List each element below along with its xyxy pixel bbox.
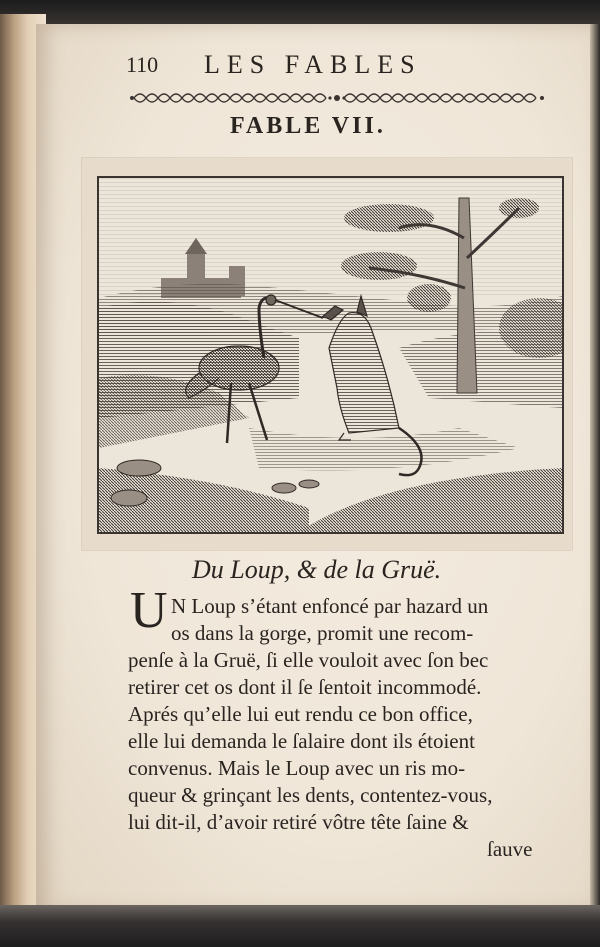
body-text-line: queur & grinçant les dents, contentez-vous, <box>128 783 493 807</box>
page-header <box>120 50 490 84</box>
body-text-line: penſe à la Gruë, ſi elle vouloit avec ſon bec <box>128 648 489 672</box>
decorative-ornament <box>130 87 544 109</box>
wolf-and-crane-engraving <box>99 178 562 532</box>
body-text-line: convenus. Mais le Loup avec un ris mo- <box>128 756 466 780</box>
page-right-edge <box>590 24 600 912</box>
body-text-line: Aprés qu’elle lui eut rendu ce bon office, <box>128 702 473 726</box>
body-text-line: os dans la gorge, promit une recom- <box>171 621 474 645</box>
body-text-line: lui dit-il, d’avoir retiré vôtre tête ſaine & <box>128 810 469 834</box>
book-top-edge <box>0 0 600 26</box>
fable-caption: Du Loup, & de la Gruë. <box>192 555 442 584</box>
running-title: LES FABLES <box>204 50 422 79</box>
body-text-line: elle lui demanda le ſalaire dont ils étoient <box>128 729 475 753</box>
fable-number: FABLE VII. <box>230 113 386 139</box>
page-number: 110 <box>126 52 159 77</box>
engraving-illustration <box>97 176 564 534</box>
body-text-line: ſauve <box>487 837 533 861</box>
book-bottom-edge <box>0 905 600 947</box>
body-text-line: N Loup s’étant enfoncé par hazard un <box>171 594 489 618</box>
body-text-line: retirer cet os dont il ſe ſentoit incommodé. <box>128 675 482 699</box>
drop-cap: U <box>130 582 168 639</box>
